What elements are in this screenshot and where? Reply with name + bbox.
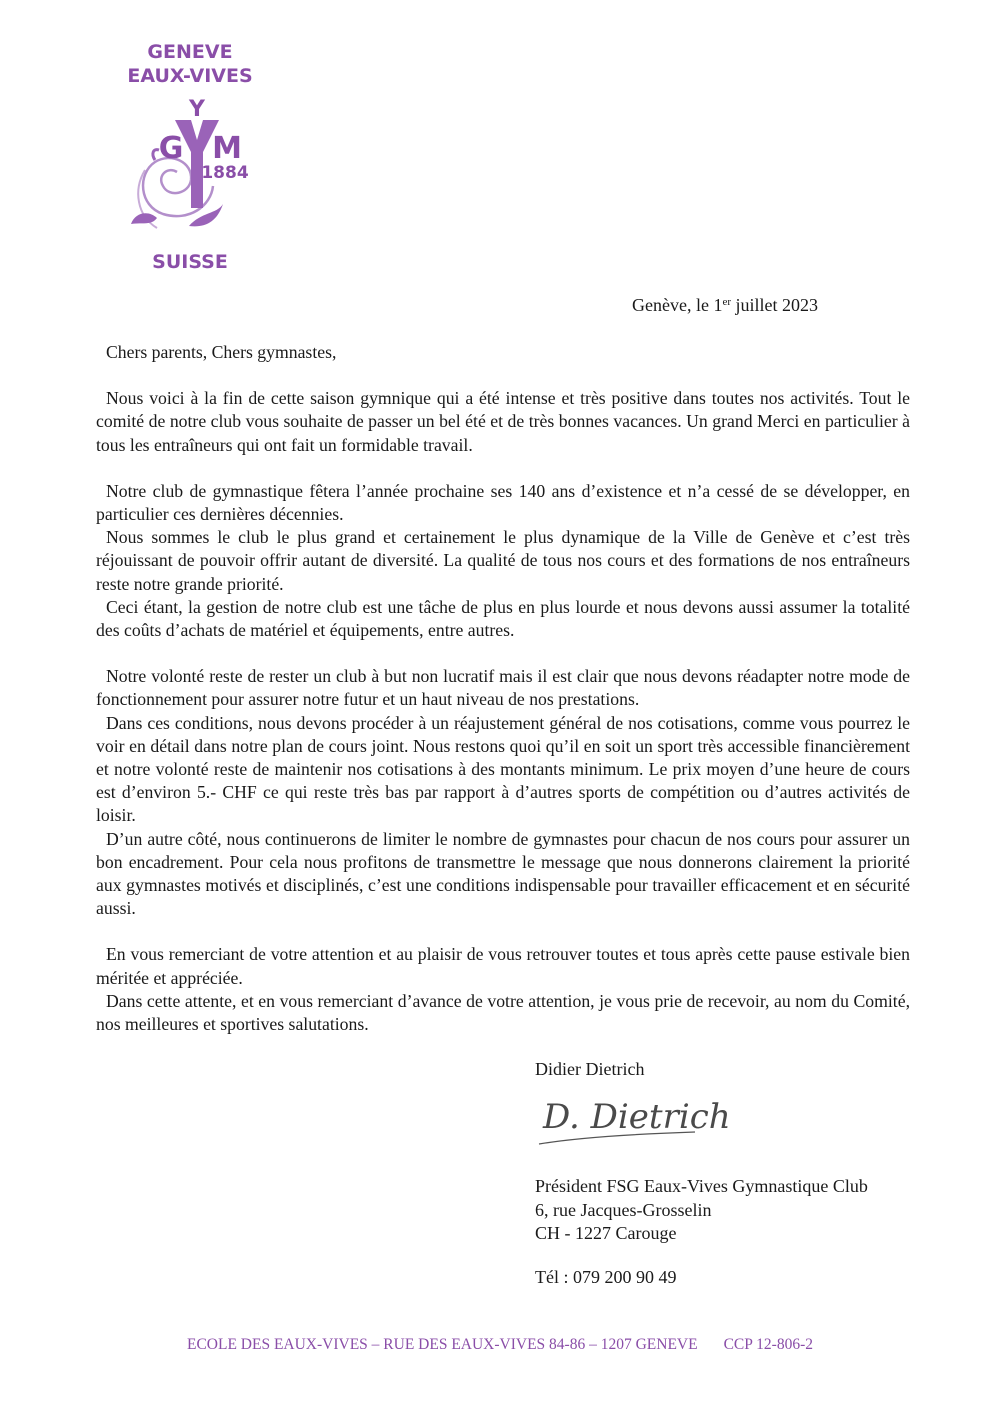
paragraph-6: Dans ces conditions, nous devons procéder à un réajustement général de nos cotisations, comme vous pourrez le voir en détail dans notre plan de cours joint. Nous restons quoi qu’il en soit un sport très accessible financièrement et notre volonté reste de maintenir nos cotisations à des montants minimum. Le prix moyen d’une heure de cours est d’environ 5.- CHF ce qui reste très bas par rapport à d’autres sports de compétition ou d’autres activités de loisir. xyxy=(96,712,910,826)
address-line-2: CH - 1227 Carouge xyxy=(535,1223,677,1243)
signatory-block xyxy=(535,1058,644,1082)
footer-address: ECOLE DES EAUX-VIVES – RUE DES EAUX-VIVES 84-86 – 1207 GENEVE xyxy=(186,1336,698,1353)
date-superscript: er xyxy=(722,296,732,308)
paragraph-1: Nous voici à la fin de cette saison gymnique qui a été intense et très positive dans toutes nos activités. Tout le comité de notre club vous souhaite de passer un bel été et de très bonnes vacances. Un grand Merci en particulier à tous les entraîneurs qui ont fait un formidable travail. xyxy=(96,388,910,455)
logo-country: SUISSE xyxy=(152,251,228,273)
logo-year: 1884 xyxy=(201,163,249,183)
signatory-name: Didier Dietrich xyxy=(535,1059,645,1079)
date-suffix: juillet 2023 xyxy=(731,295,819,315)
paragraph-5: Notre volonté reste de rester un club à but non lucratif mais il est clair que nous devons réadapter notre mode de fonctionnement pour assurer notre futur et un haut niveau de nos prestations. xyxy=(96,666,910,710)
club-logo xyxy=(105,40,275,272)
paragraph-8: En vous remerciant de votre attention et au plaisir de vous retrouver toutes et tous après cette pause estivale bien méritée et appréciée. xyxy=(96,944,910,988)
date-prefix: Genève, le 1 xyxy=(632,295,723,315)
signature-text: D. Dietrich xyxy=(543,1097,731,1137)
logo-line2: EAUX-VIVES xyxy=(127,65,253,87)
paragraph-3: Nous sommes le club le plus grand et certainement le plus dynamique de la Ville de Genève et c’est très réjouissant de pouvoir offrir autant de diversité. La qualité de tous nos cours et des formations de nos entraîneurs reste notre grande priorité. xyxy=(96,527,910,594)
handwritten-signature xyxy=(535,1088,731,1152)
salutation: Chers parents, Chers gymnastes, xyxy=(106,342,337,362)
letter-date xyxy=(632,294,818,316)
logo-figure-left-shape xyxy=(131,213,157,224)
logo-letter-m: M xyxy=(212,131,242,166)
footer-ccp: CCP 12-806-2 xyxy=(723,1336,813,1353)
phone-number: Tél : 079 200 90 49 xyxy=(535,1267,677,1287)
letter-body xyxy=(96,341,910,1036)
signature-icon xyxy=(535,1088,731,1152)
logo-letter-y: Y xyxy=(189,97,205,122)
logo-line1: GENEVE xyxy=(147,41,233,63)
paragraph-7: D’un autre côté, nous continuerons de limiter le nombre de gymnastes pour chacun de nos cours pour assurer un bon encadrement. Pour cela nous profitons de transmettre le message que nous donnerons clairement la priorité aux gymnastes motivés et disciplinés, c’est une conditions indispensable pour travailler efficacement et en sécurité aussi. xyxy=(96,828,910,919)
gym-logo-icon xyxy=(105,40,275,272)
paragraph-4: Ceci étant, la gestion de notre club est une tâche de plus en plus lourde et nous devons aussi assumer la totalité des coûts d’achats de matériel et équipements, entre autres. xyxy=(96,596,910,641)
paragraph-9: Dans cette attente, et en vous remerciant d’avance de votre attention, je vous prie de recevoir, au nom du Comité, nos meilleures et sportives salutations. xyxy=(96,990,910,1035)
logo-letter-g: G xyxy=(158,131,184,166)
contact-block xyxy=(535,1175,868,1246)
paragraph-2: Notre club de gymnastique fêtera l’année prochaine ses 140 ans d’existence et n’a cessé de se développer, en particulier ces dernières décennies. xyxy=(96,480,910,525)
page-footer xyxy=(0,1336,1000,1354)
signatory-title: Président FSG Eaux-Vives Gymnastique Club xyxy=(535,1176,868,1196)
address-line-1: 6, rue Jacques-Grosselin xyxy=(535,1199,712,1220)
